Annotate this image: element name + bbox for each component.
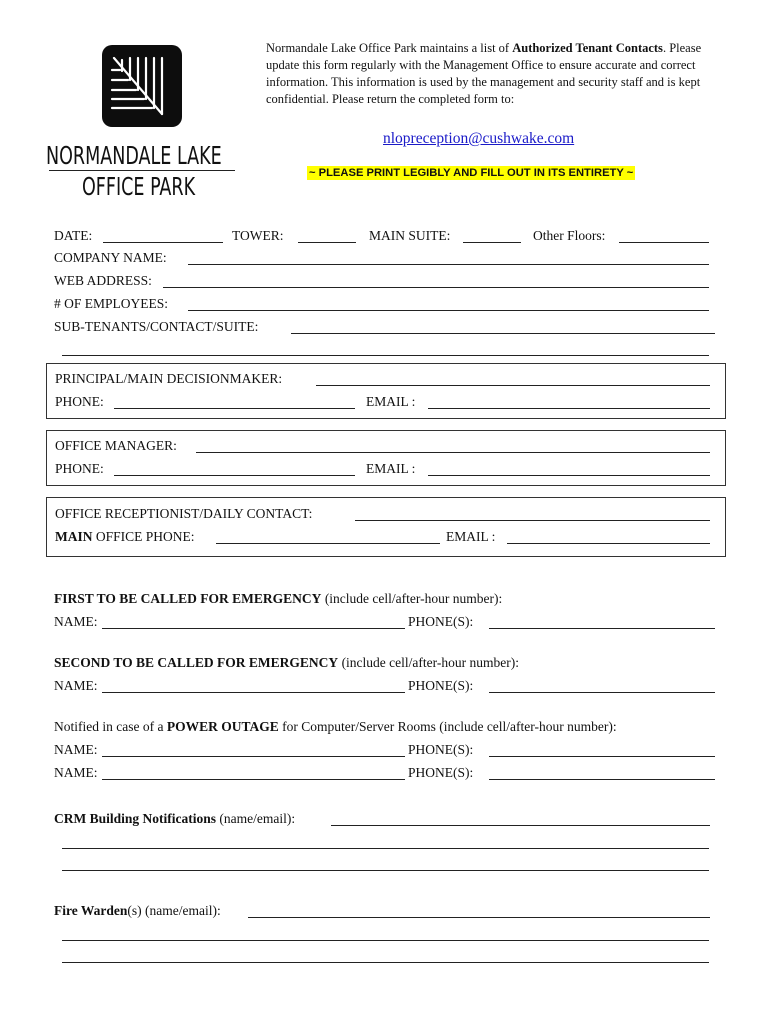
first-emergency-bold: FIRST TO BE CALLED FOR EMERGENCY	[54, 591, 322, 606]
first-emergency-note: (include cell/after-hour number):	[321, 591, 503, 606]
principal-field[interactable]	[316, 385, 710, 386]
main-office-phone-label	[55, 529, 195, 545]
date-label: DATE:	[54, 228, 93, 243]
receptionist-email-field[interactable]	[507, 543, 710, 544]
intro-paragraph	[266, 40, 726, 108]
receptionist-field[interactable]	[355, 520, 710, 521]
intro-bold: Authorized Tenant Contacts	[512, 41, 663, 55]
employees-field[interactable]	[188, 310, 709, 311]
fire-warden-field-1[interactable]	[248, 917, 710, 918]
office-phone-text: OFFICE PHONE:	[92, 529, 195, 544]
tower-field[interactable]	[298, 242, 356, 243]
leaf-logo-icon	[46, 44, 236, 144]
power-name-label-1: NAME:	[54, 742, 98, 757]
office-manager-phone-field[interactable]	[114, 475, 355, 476]
fire-warden-field-3[interactable]	[62, 962, 709, 963]
tower-label: TOWER:	[232, 228, 284, 243]
principal-label: PRINCIPAL/MAIN DECISIONMAKER:	[55, 371, 283, 386]
office-manager-email-label: EMAIL :	[366, 461, 416, 476]
power-outage-note: for Computer/Server Rooms (include cell/after-hour number):	[278, 719, 617, 734]
office-manager-email-field[interactable]	[428, 475, 710, 476]
main-suite-label: MAIN SUITE:	[369, 228, 451, 243]
receptionist-email-label: EMAIL :	[446, 529, 496, 544]
crm-field-2[interactable]	[62, 848, 709, 849]
office-manager-field[interactable]	[196, 452, 710, 453]
date-field[interactable]	[103, 242, 223, 243]
power-outage-heading	[54, 719, 617, 735]
principal-email-field[interactable]	[428, 408, 710, 409]
intro-text-1: Normandale Lake Office Park maintains a list of	[266, 41, 513, 55]
receptionist-label: OFFICE RECEPTIONIST/DAILY CONTACT:	[55, 506, 313, 521]
first-phone-label: PHONE(S):	[408, 614, 474, 629]
subtenants-field-2[interactable]	[62, 355, 709, 356]
logo-line2: OFFICE PARK	[82, 172, 196, 201]
second-name-label: NAME:	[54, 678, 98, 693]
power-outage-pre: Notified in case of a	[54, 719, 167, 734]
power-phone-field-1[interactable]	[489, 756, 715, 757]
other-floors-label: Other Floors:	[533, 228, 606, 243]
intro-text-2: . Please update this form regularly with the Management Office to ensure accurate and correct information. This information is used by the management and security staff and is kept confidential. Please return the completed form to:	[266, 41, 702, 106]
logo	[46, 44, 236, 204]
first-phone-field[interactable]	[489, 628, 715, 629]
other-floors-field[interactable]	[619, 242, 709, 243]
subtenants-label: SUB-TENANTS/CONTACT/SUITE:	[54, 319, 259, 334]
main-bold: MAIN	[55, 529, 93, 544]
crm-heading	[54, 811, 295, 827]
print-notice: ~ PLEASE PRINT LEGIBLY AND FILL OUT IN ITS ENTIRETY ~	[309, 167, 634, 179]
web-address-field[interactable]	[163, 287, 709, 288]
crm-field-3[interactable]	[62, 870, 709, 871]
second-name-field[interactable]	[102, 692, 405, 693]
fire-warden-heading	[54, 903, 221, 919]
crm-note: (name/email):	[216, 811, 296, 826]
main-suite-field[interactable]	[463, 242, 521, 243]
company-name-field[interactable]	[188, 264, 709, 265]
first-name-label: NAME:	[54, 614, 98, 629]
power-phone-label-2: PHONE(S):	[408, 765, 474, 780]
crm-bold: CRM Building Notifications	[54, 811, 217, 826]
power-name-label-2: NAME:	[54, 765, 98, 780]
employees-label: # OF EMPLOYEES:	[54, 296, 169, 311]
crm-field-1[interactable]	[331, 825, 710, 826]
first-emergency-heading	[54, 591, 502, 607]
office-manager-phone-label: PHONE:	[55, 461, 104, 476]
logo-divider	[49, 170, 235, 171]
web-address-label: WEB ADDRESS:	[54, 273, 152, 288]
power-phone-label-1: PHONE(S):	[408, 742, 474, 757]
second-phone-label: PHONE(S):	[408, 678, 474, 693]
power-outage-bold: POWER OUTAGE	[166, 719, 279, 734]
fire-warden-bold: Fire Warden	[54, 903, 128, 918]
second-emergency-bold: SECOND TO BE CALLED FOR EMERGENCY	[54, 655, 339, 670]
main-office-phone-field[interactable]	[216, 543, 440, 544]
power-name-field-1[interactable]	[102, 756, 405, 757]
second-phone-field[interactable]	[489, 692, 715, 693]
principal-phone-field[interactable]	[114, 408, 355, 409]
first-name-field[interactable]	[102, 628, 405, 629]
subtenants-field-1[interactable]	[291, 333, 715, 334]
company-name-label: COMPANY NAME:	[54, 250, 167, 265]
second-emergency-note: (include cell/after-hour number):	[338, 655, 519, 670]
power-name-field-2[interactable]	[102, 779, 405, 780]
contact-email-link[interactable]: nlopreception@cushwake.com	[383, 130, 575, 147]
power-phone-field-2[interactable]	[489, 779, 715, 780]
principal-phone-label: PHONE:	[55, 394, 104, 409]
office-manager-label: OFFICE MANAGER:	[55, 438, 177, 453]
second-emergency-heading	[54, 655, 519, 671]
principal-email-label: EMAIL :	[366, 394, 416, 409]
fire-warden-note: (s) (name/email):	[127, 903, 221, 918]
logo-line1: NORMANDALE LAKE	[46, 141, 222, 170]
fire-warden-field-2[interactable]	[62, 940, 709, 941]
